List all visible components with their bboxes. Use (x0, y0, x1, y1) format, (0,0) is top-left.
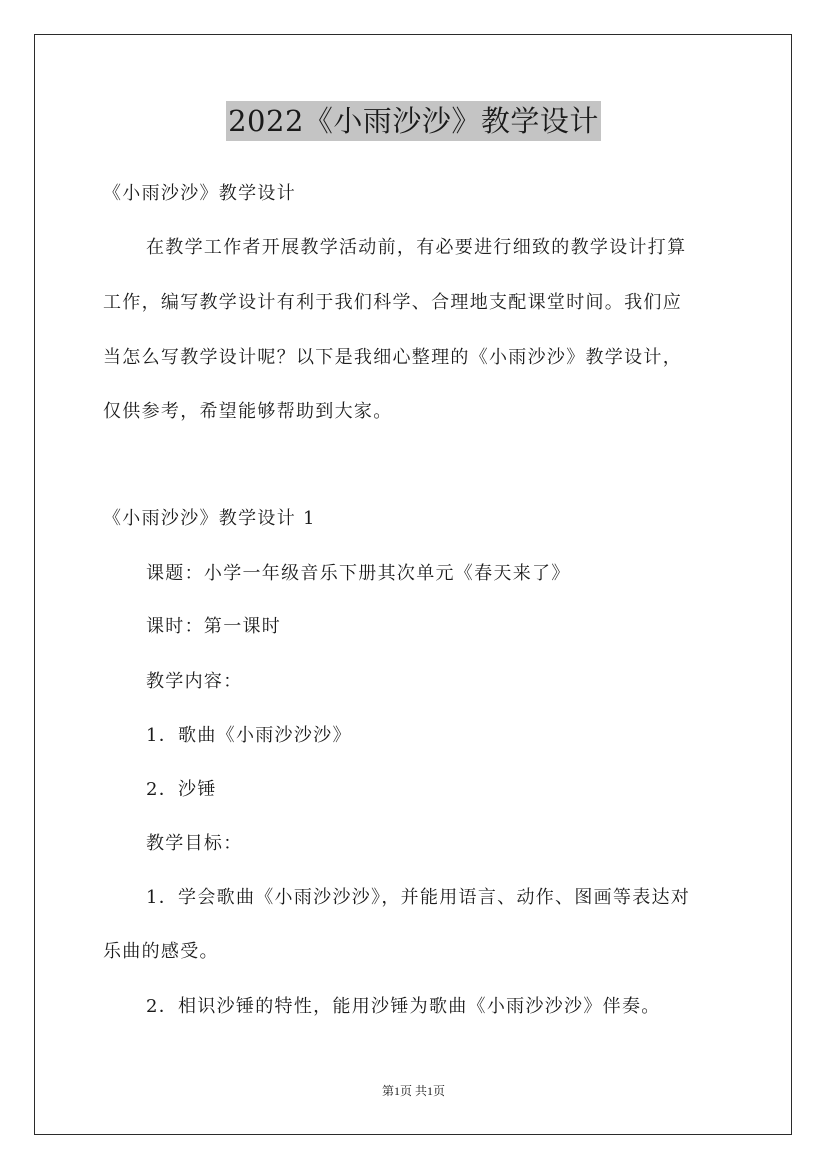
document-title: 2022《小雨沙沙》教学设计 (226, 101, 601, 141)
content-item-2: 2．沙锤 (146, 779, 217, 800)
goal-item-1-continued: 乐曲的感受。 (103, 941, 219, 962)
title-container (0, 101, 827, 141)
lesson-topic: 课题：小学一年级音乐下册其次单元《春天来了》 (146, 563, 571, 584)
goals-heading: 教学目标： (146, 833, 243, 854)
goal-item-2: 2．相识沙锤的特性，能用沙锤为歌曲《小雨沙沙沙》伴奏。 (146, 996, 661, 1017)
goal-item-1: 1．学会歌曲《小雨沙沙沙》，并能用语言、动作、图画等表达对 (146, 887, 691, 908)
intro-line-2: 工作，编写教学设计有利于我们科学、合理地支配课堂时间。我们应 (103, 292, 682, 313)
content-item-1: 1．歌曲《小雨沙沙沙》 (146, 725, 352, 746)
intro-line-4: 仅供参考，希望能够帮助到大家。 (103, 401, 393, 422)
section-heading: 《小雨沙沙》教学设计 1 (103, 508, 316, 529)
lesson-period: 课时：第一课时 (146, 616, 282, 637)
page-footer: 第1页 共1页 (381, 1084, 445, 1098)
intro-line-1: 在教学工作者开展教学活动前，有必要进行细致的教学设计打算 (146, 237, 687, 258)
content-heading: 教学内容： (146, 671, 243, 692)
intro-line-3: 当怎么写教学设计呢？以下是我细心整理的《小雨沙沙》教学设计， (103, 347, 682, 368)
document-subtitle: 《小雨沙沙》教学设计 (103, 183, 296, 204)
